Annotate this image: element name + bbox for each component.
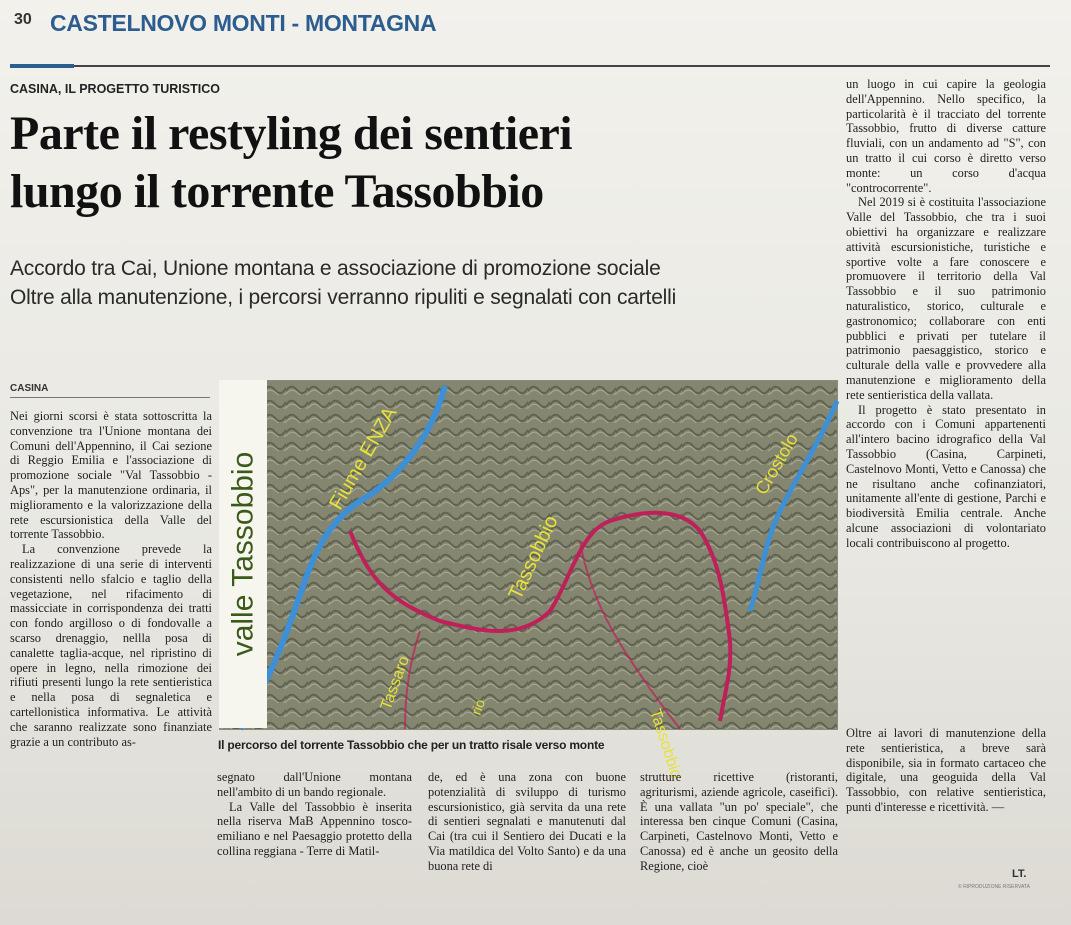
map-caption: Il percorso del torrente Tassobbio che per un tratto risale verso monte — [218, 738, 605, 752]
headline-line-2: lungo il torrente Tassobbio — [10, 165, 544, 218]
paragraph: segnato dall'Unione montana nell'ambito di un bando regionale. — [217, 770, 412, 799]
paragraph: de, ed è una zona con buone potenzialità di sviluppo di turismo escursionistico, già servita da una rete di sentieri segnalati e manutenuti dal Cai (tra cui il Sentiero dei Ducati e la Via matildica del Volto Santo) e da una buona rete di — [428, 770, 626, 873]
label-tassobbio: Tassobbio — [504, 512, 563, 604]
subhead-line-2: Oltre alla manutenzione, i percorsi verranno ripuliti e segnalati con cartelli — [10, 286, 677, 309]
paragraph: strutture ricettive (ristoranti, agriturismi, aziende agricole, caseifici). È una vallata "un po' speciale", che interessa ben cinque Comuni (Casina, Carpineti, Castelnovo Monti, Vetto e Canossa) ed è anche un geosito della Regione, cioè — [640, 770, 838, 873]
paragraph: Nel 2019 si è costituita l'associazione Valle del Tassobbio, che tra i suoi obiettivi ha organizzare e realizzare attività escursionistiche, turistiche e sportive volte a fare conoscere e promuovere il territorio della Val Tassobbio e il suo patrimonio naturalistico, storico, culturale e gastronomico; collaborare con enti pubblici e privati per tutelare il patrimonio paesaggistico, storico e culturale della valle e provvedere alla manutenzione e miglioramento della rete sentieristica della vallata. — [846, 195, 1046, 402]
header-accent-rule — [10, 64, 74, 68]
map-side-label-wrap — [219, 380, 267, 728]
article-kicker: CASINA, IL PROGETTO TURISTICO — [10, 82, 220, 96]
paragraph: un luogo in cui capire la geologia dell'Appennino. Nello specifico, la particolarità è il tracciato del torrente Tassobbio, frutto di diverse catture fluviali, con un andamento ad "S", con un tratto il cui corso è diretto verso monte: un corso d'acqua "controcorrente". — [846, 77, 1046, 195]
copyright-note: © RIPRODUZIONE RISERVATA — [958, 884, 1030, 890]
article-headline — [10, 105, 830, 221]
paragraph: Nei giorni scorsi è stata sottoscritta la convenzione tra l'Unione montana dei Comuni dell'Appennino, il Cai sezione di Reggio Emilia e l'associazione di promozione sociale "Val Tassobbio - Aps", per la manutenzione ordinaria, il miglioramento e la valorizzazione della rete escursionistica della Valle del torrente Tassobbio. — [10, 409, 212, 542]
paragraph: La convenzione prevede la realizzazione di una serie di interventi consistenti nello sfalcio e taglio della vegetazione, nel rifacimento di massicciate in corrispondenza dei tratti con fondo argilloso o di fondovalle a scarso drenaggio, nellla posa di canalette taglia-acque, nel ripristino di opere in legno, nella rimozione dei rifiuti presenti lungo la rete sentieristica e nella posa di segnaletica e cartellonistica informativa. Le attività che saranno realizzate sono finanziate grazie a un contributo as- — [10, 542, 212, 749]
column-3 — [428, 770, 626, 874]
headline-line-1: Parte il restyling dei sentieri — [10, 107, 573, 160]
label-lower-tassobbio: Tassobbio — [646, 706, 685, 781]
label-fiume-enza: Fiume ENZA — [325, 403, 402, 514]
label-lower-rio: rio — [467, 696, 489, 718]
article-subhead — [10, 254, 830, 312]
column-4 — [640, 770, 838, 874]
column-5-end — [846, 726, 1046, 815]
column-1 — [10, 409, 212, 749]
tag-rule — [10, 397, 210, 398]
label-crostolo: Crostolo — [751, 429, 802, 498]
column-5 — [846, 77, 1046, 551]
label-tassaro: Tassaro — [377, 653, 413, 713]
subhead-line-1: Accordo tra Cai, Unione montana e associazione di promozione sociale — [10, 257, 661, 280]
section-title: CASTELNOVO MONTI - MONTAGNA — [50, 10, 437, 36]
page-number: 30 — [14, 11, 32, 28]
map-side-label: valle Tassobbio — [226, 451, 259, 657]
paragraph: Il progetto è stato presentato in accordo con i Comuni appartenenti all'intero bacino idrografico della Val Tassobbio (Casina, Carpineti, Castelnovo Monti, Vetto e Canossa) che ne risultano anche cofinanziatori, unitamente all'ente di gestione, Parchi e biodiversità Emilia centrale. Anche alcune associazioni di volontariato locali contribuiscono al progetto. — [846, 402, 1046, 550]
header-rule — [10, 65, 1050, 67]
location-tag: CASINA — [10, 383, 49, 394]
paragraph: La Valle del Tassobbio è inserita nella riserva MaB Appennino tosco-emiliano e nel Paesaggio protetto della collina reggiana - Terre di Matil- — [217, 799, 412, 858]
paragraph: Oltre ai lavori di manutenzione della rete sentieristica, a breve sarà disponibile, sia in formato cartaceo che digitale, una geoguida della Val Tassobbio, con relative sentieristica, punti d'interesse e ricettività. — — [846, 726, 1046, 814]
column-2 — [217, 770, 412, 859]
author-signature: LT. — [1012, 868, 1027, 880]
